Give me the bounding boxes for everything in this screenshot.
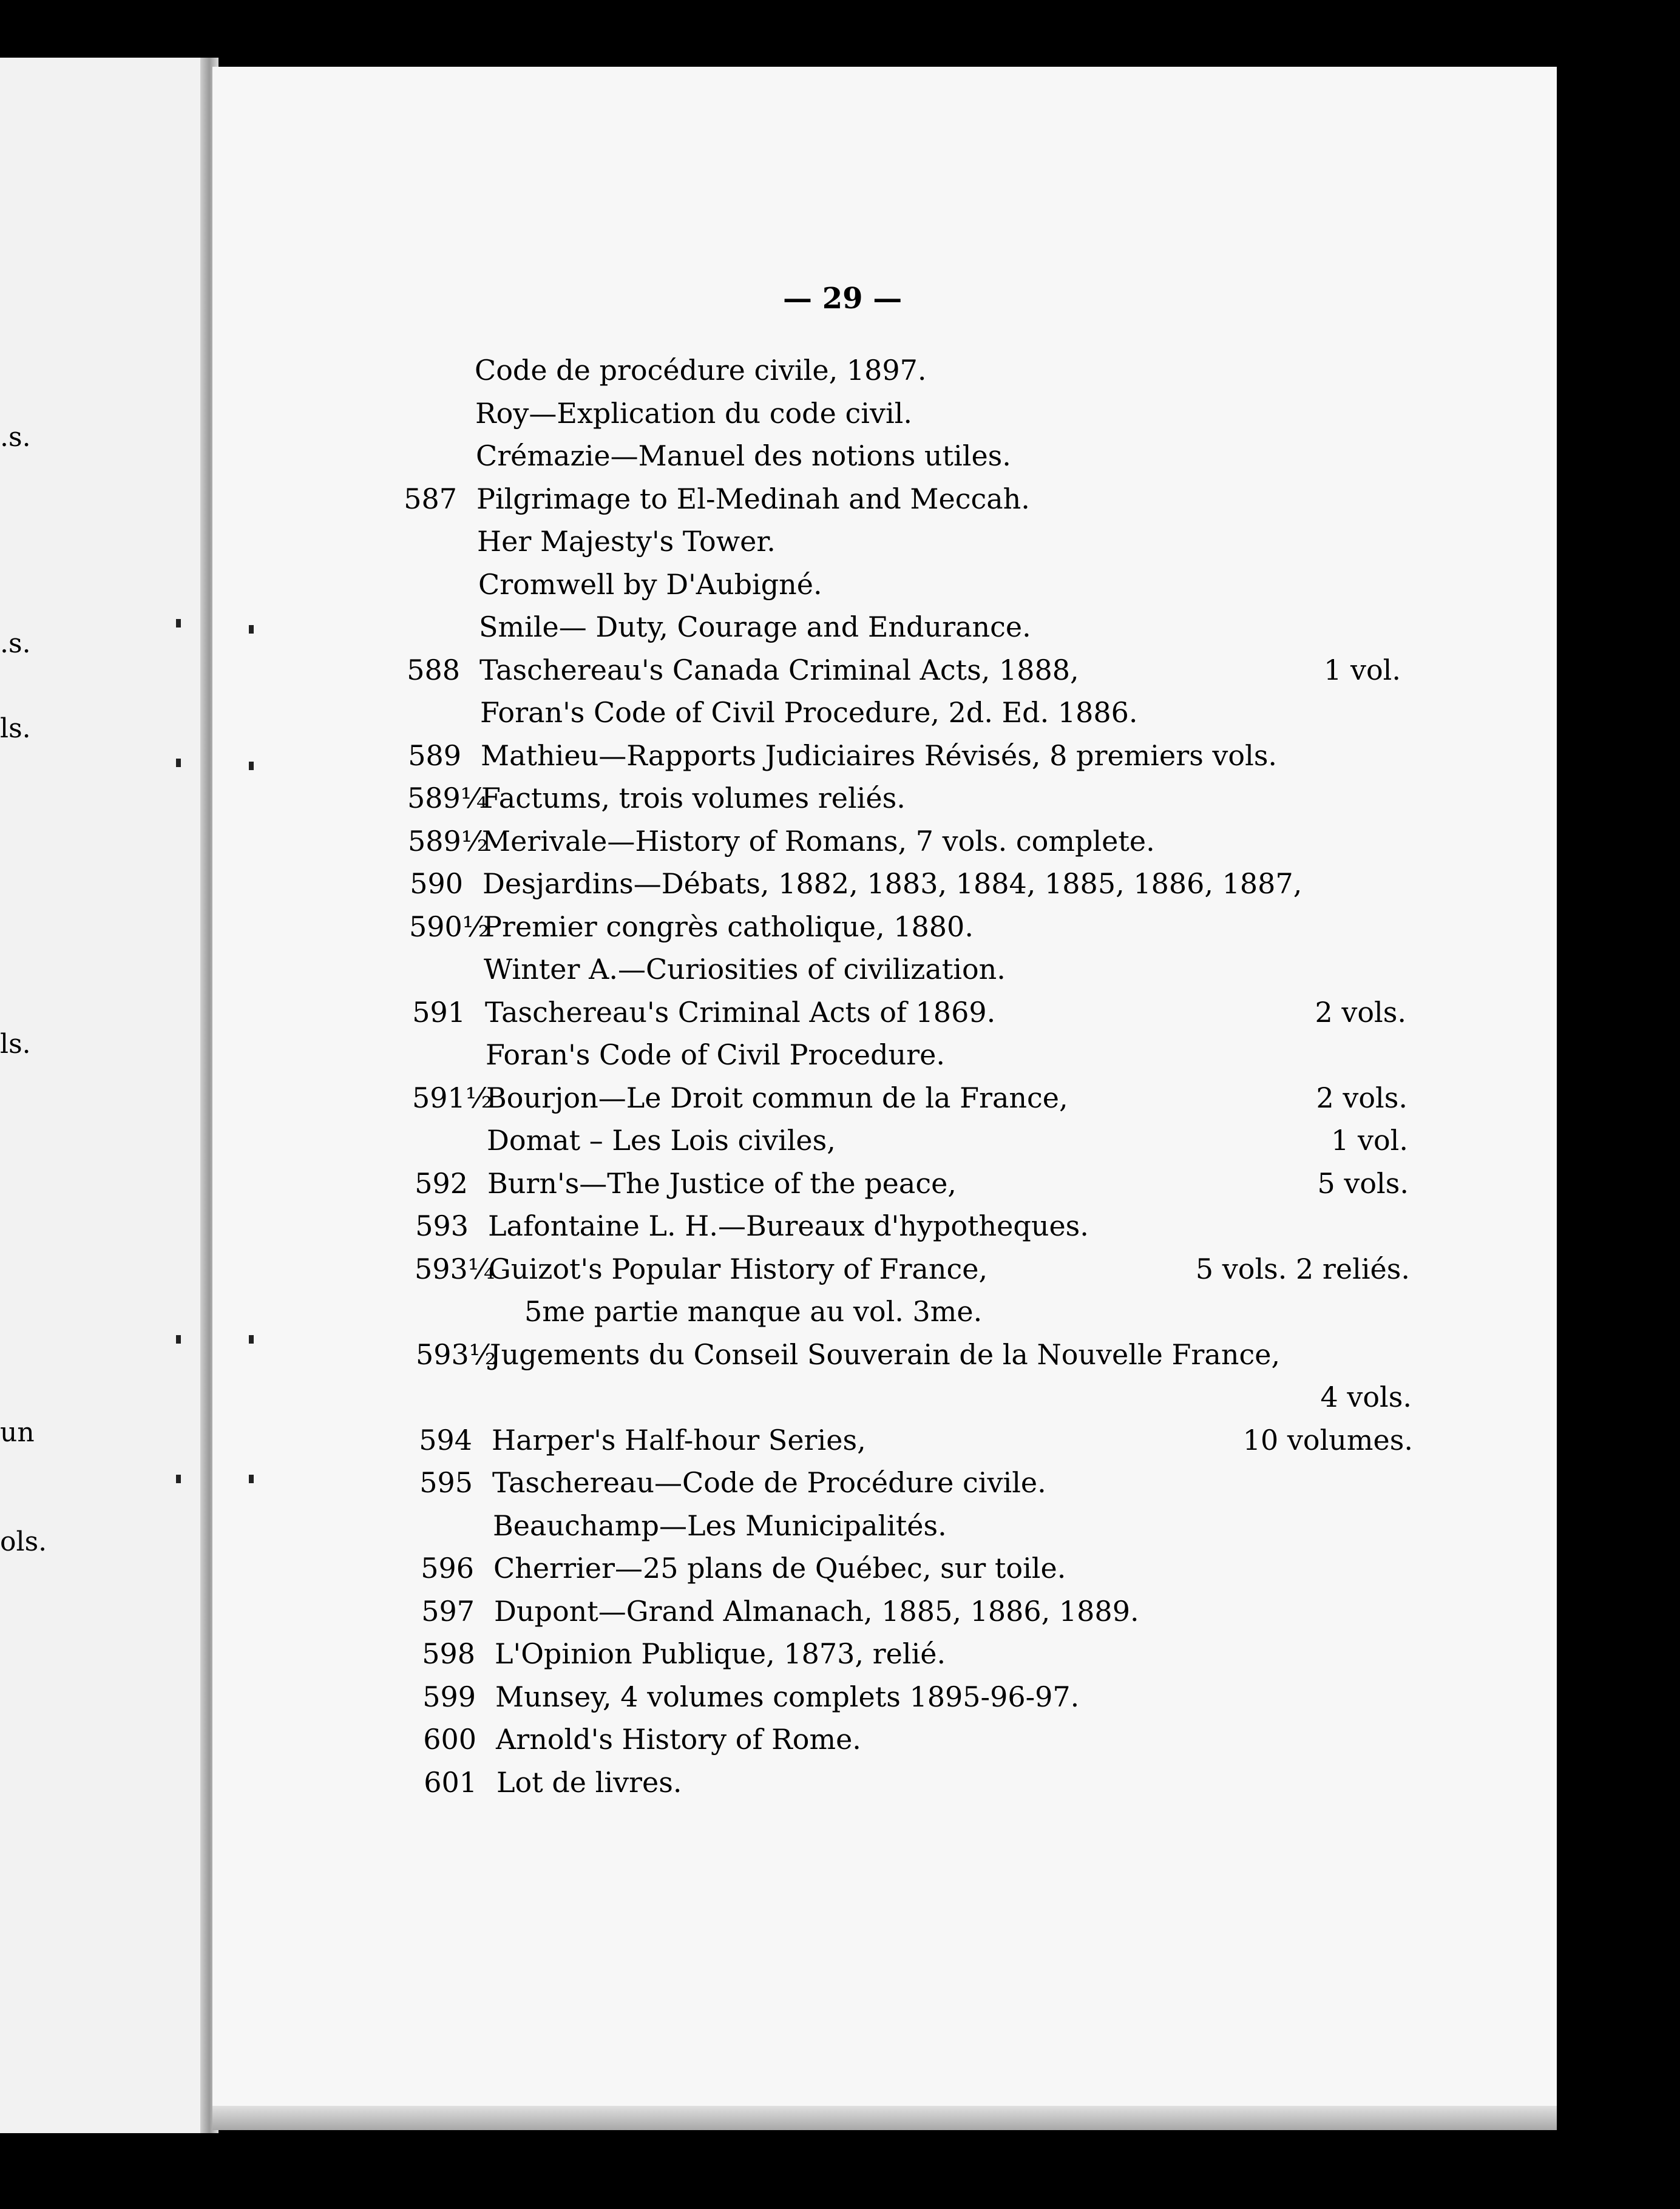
ink-mark [249, 1475, 254, 1483]
lot-number: 591 [412, 995, 466, 1029]
lot-number: 593 [415, 1209, 469, 1242]
catalogue-entry [410, 951, 1320, 987]
catalogue-entry [413, 1122, 1408, 1159]
lot-description: Crémazie—Manuel des notions utiles. [476, 439, 1011, 472]
catalogue-entry [405, 652, 1401, 688]
catalogue-entry [401, 352, 1311, 388]
lot-description: Domat – Les Lois civiles, [487, 1124, 836, 1157]
lot-quantity: 5 vols. 2 reliés. [1195, 1252, 1410, 1285]
lot-quantity: 1 vol. [1331, 1124, 1408, 1157]
catalogue-entry [419, 1507, 1329, 1544]
catalogue-entry [415, 1251, 1410, 1287]
ink-mark [249, 762, 254, 770]
lot-quantity: 10 volumes. [1242, 1423, 1413, 1456]
lot-number: 590 [410, 867, 463, 900]
left-page-fragment: un [0, 1417, 35, 1448]
catalogue-entry [412, 1080, 1407, 1116]
lot-description: Foran's Code of Civil Procedure. [486, 1038, 946, 1071]
lot-number: 587 [404, 482, 457, 515]
catalogue-entry [413, 1165, 1409, 1202]
lot-number: 589 [408, 739, 461, 772]
catalogue-entry [412, 1037, 1322, 1073]
left-page [0, 58, 209, 2133]
lot-description: Roy—Explication du code civil. [475, 396, 912, 430]
catalogue-entry [420, 1593, 1330, 1629]
catalogue-entry [419, 1550, 1330, 1586]
lot-description: Arnold's History of Rome. [496, 1723, 861, 1756]
catalogue-entry [416, 1379, 1412, 1415]
lot-description: Harper's Half-hour Series, [492, 1423, 866, 1456]
lot-number: 597 [421, 1594, 475, 1628]
lot-description: Her Majesty's Tower. [477, 525, 776, 558]
lot-number: 588 [407, 653, 460, 686]
lot-quantity: 4 vols. [1320, 1381, 1412, 1413]
lot-description: Factums, trois volumes reliés. [481, 782, 906, 814]
catalogue-entry [411, 994, 1406, 1030]
lot-description: Premier congrès catholique, 1880. [483, 910, 974, 943]
lot-description: Dupont—Grand Almanach, 1885, 1886, 1889. [494, 1594, 1139, 1628]
lot-description: 5me partie manque au vol. 3me. [524, 1295, 983, 1328]
lot-number: 601 [424, 1765, 477, 1799]
lot-description: Merivale—History of Romans, 7 vols. complete. [482, 824, 1155, 858]
lot-description: Lot de livres. [496, 1765, 682, 1799]
lot-number: 589¼ [407, 782, 488, 814]
catalogue-entry [421, 1679, 1332, 1715]
lot-description: Munsey, 4 volumes complets 1895-96-97. [495, 1680, 1080, 1713]
lot-description: Jugements du Conseil Souverain de la Nouvelle France, [490, 1338, 1281, 1371]
lot-description: Smile— Duty, Courage and Endurance. [479, 611, 1031, 643]
catalogue-entry [403, 523, 1313, 560]
lot-description: Guizot's Popular History of France, [489, 1252, 988, 1285]
lot-number: 594 [419, 1423, 472, 1456]
lot-number: 595 [419, 1466, 473, 1499]
catalogue-entry [418, 1422, 1413, 1458]
catalogue-entry [421, 1636, 1331, 1672]
lot-description: L'Opinion Publique, 1873, relié. [495, 1637, 946, 1670]
lot-quantity: 2 vols. [1316, 1081, 1407, 1114]
lot-description: Cromwell by D'Aubigné. [478, 567, 822, 601]
catalogue-entry [401, 395, 1312, 431]
left-page-fragment: ls. [0, 1029, 31, 1060]
catalogue-entry [404, 566, 1315, 603]
left-page-fragment: .s. [0, 422, 31, 453]
left-page-fragment: ols. [0, 1526, 47, 1557]
lot-description: Code de procédure civile, 1897. [475, 354, 927, 387]
lot-description: Desjardins—Débats, 1882, 1883, 1884, 1885, 1886, 1887, [483, 867, 1302, 900]
ink-mark [176, 1335, 181, 1344]
lot-number: 598 [422, 1637, 475, 1670]
catalogue-entry [407, 780, 1318, 816]
catalogue-entry [422, 1721, 1332, 1757]
catalogue-entry [408, 865, 1319, 902]
ink-mark [176, 1475, 181, 1483]
lot-quantity: 5 vols. [1317, 1166, 1409, 1200]
lot-description: Pilgrimage to El-Medinah and Meccah. [476, 482, 1030, 515]
ink-mark [176, 619, 181, 628]
catalogue-entry [406, 694, 1316, 731]
catalogue-entry [415, 1293, 1326, 1330]
catalogue-entry [409, 908, 1319, 945]
lot-number: 591½ [412, 1081, 493, 1114]
catalogue-entry [418, 1464, 1329, 1501]
lot-number: 593¼ [415, 1252, 495, 1285]
lot-description: Beauchamp—Les Municipalités. [493, 1509, 947, 1542]
catalogue-entry [407, 737, 1317, 774]
catalogue-entry [422, 1764, 1333, 1801]
lot-description: Taschereau's Canada Criminal Acts, 1888, [479, 653, 1079, 686]
lot-number: 592 [415, 1166, 468, 1200]
catalogue-entry [416, 1336, 1326, 1373]
lot-description: Taschereau—Code de Procédure civile. [492, 1466, 1046, 1499]
ink-mark [176, 759, 181, 767]
lot-number: 596 [421, 1552, 474, 1585]
page-number: — 29 — [783, 282, 903, 316]
lot-description: Burn's—The Justice of the peace, [487, 1166, 957, 1200]
ink-mark [249, 625, 254, 634]
lot-number: 593½ [416, 1338, 496, 1371]
catalogue-entry [402, 481, 1313, 517]
lot-quantity: 1 vol. [1324, 653, 1401, 686]
lot-description: Foran's Code of Civil Procedure, 2d. Ed. 1886. [480, 696, 1138, 729]
catalogue-entry [405, 609, 1315, 645]
catalogue-entry [408, 823, 1318, 859]
catalogue-entry [402, 438, 1312, 474]
lot-quantity: 2 vols. [1315, 995, 1406, 1029]
lot-description: Mathieu—Rapports Judiciaires Révisés, 8 premiers vols. [481, 739, 1278, 772]
lot-number: 599 [422, 1680, 476, 1713]
left-page-fragment: ls. [0, 713, 31, 744]
lot-description: Taschereau's Criminal Acts of 1869. [485, 995, 996, 1029]
ink-mark [249, 1335, 254, 1344]
lot-description: Bourjon—Le Droit commun de la France, [486, 1081, 1068, 1114]
lot-description: Winter A.—Curiosities of civilization. [484, 953, 1006, 986]
lot-number: 600 [423, 1723, 476, 1756]
catalogue-entry [414, 1208, 1324, 1244]
lot-number: 590½ [409, 910, 490, 943]
lot-description: Lafontaine L. H.—Bureaux d'hypotheques. [488, 1209, 1089, 1242]
lot-number: 589½ [408, 824, 489, 858]
left-page-fragment: .s. [0, 628, 31, 659]
lot-description: Cherrier—25 plans de Québec, sur toile. [493, 1552, 1066, 1585]
